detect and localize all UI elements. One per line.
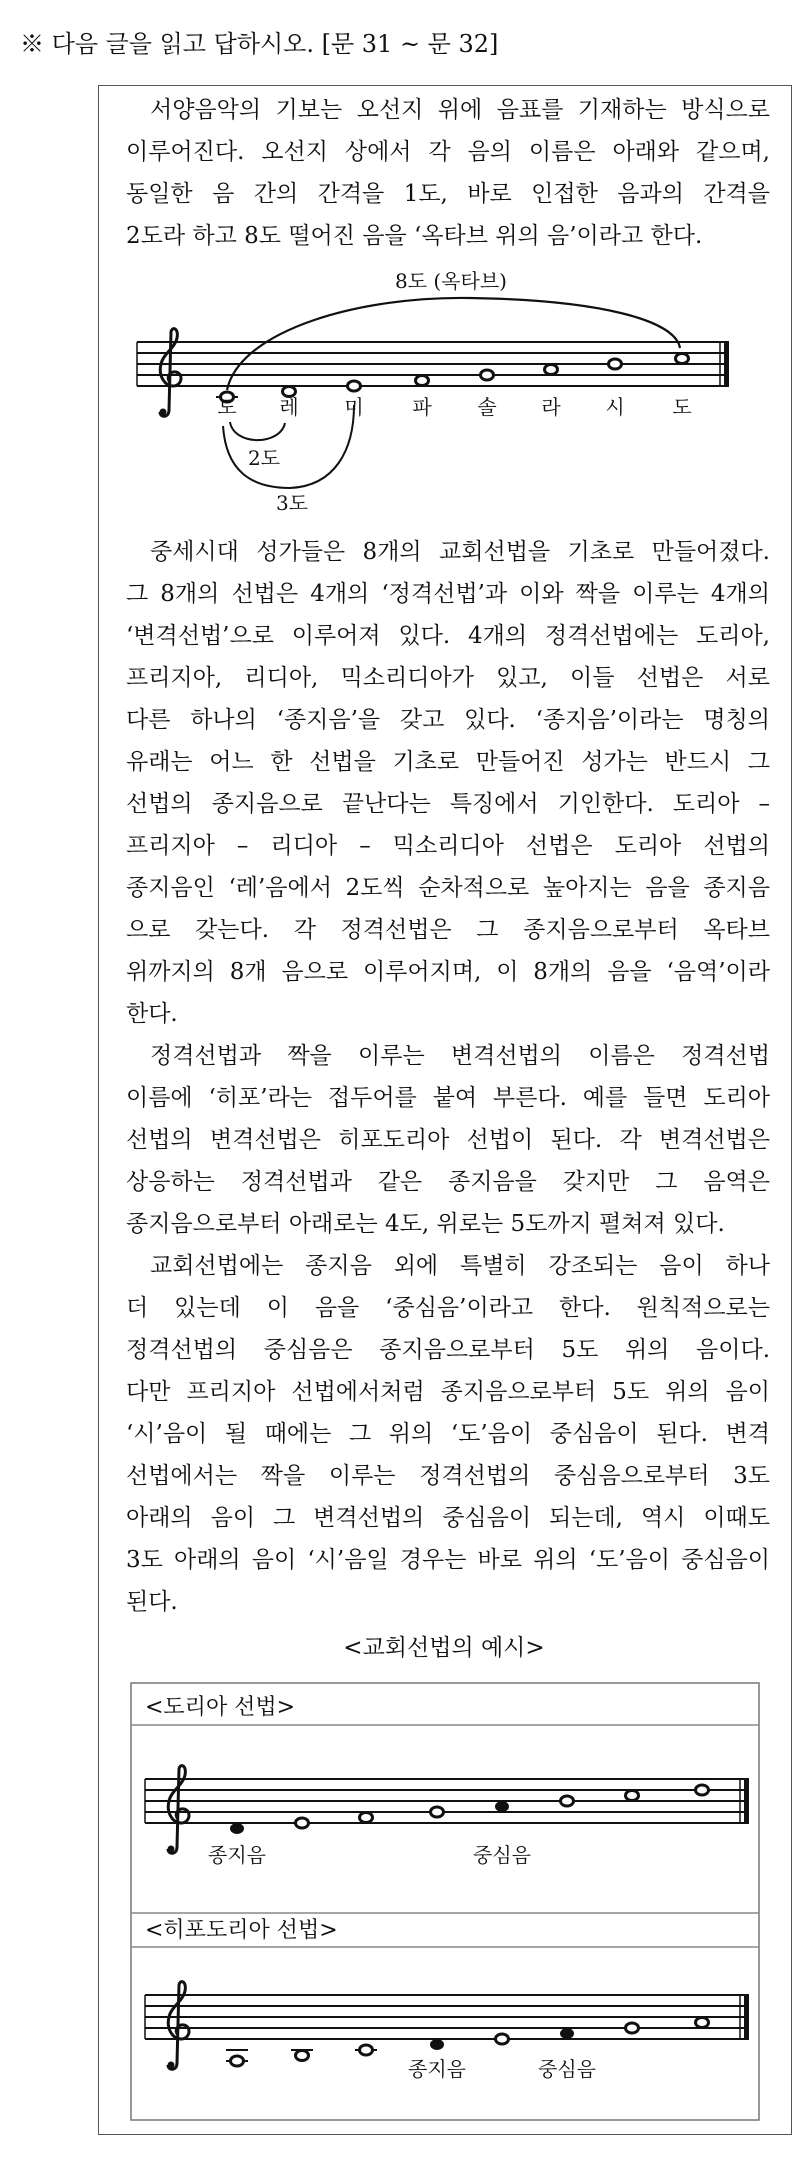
passage-line: 된다. <box>126 1589 178 1615</box>
passage-line: 종지음으로부터 아래로는 4도, 위로는 5도까지 펼쳐져 있다. <box>126 1211 725 1237</box>
passage-line: 선법의 변격선법은 히포도리아 선법이 된다. 각 변격선법은 <box>126 1127 770 1153</box>
passage-line: 위까지의 8개 음으로 이루어지며, 이 8개의 음을 ‘음역’이라 <box>126 959 770 985</box>
final-barline <box>724 342 729 386</box>
passage-line: 다른 하나의 ‘종지음’을 갖고 있다. ‘종지음’이라는 명칭의 <box>126 707 770 733</box>
note-name-label: 도 <box>217 395 237 419</box>
examples-box <box>131 1683 759 2120</box>
passage-line: 프리지아 – 리디아 – 믹소리디아 선법은 도리아 선법의 <box>126 833 770 859</box>
whole-note <box>609 359 622 369</box>
passage-line: 선법의 종지음으로 끝난다는 특징에서 기인한다. 도리아 – <box>126 791 770 817</box>
passage-line: 중세시대 성가들은 8개의 교회선법을 기초로 만들어졌다. <box>150 539 770 565</box>
passage-line: 3도 아래의 음이 ‘시’음일 경우는 바로 위의 ‘도’음이 중심음이 <box>126 1547 770 1573</box>
passage-line: 다만 프리지아 선법에서처럼 종지음으로부터 5도 위의 음이 <box>126 1379 770 1405</box>
dorian-center-label: 중심음 <box>473 1843 531 1867</box>
passage-line: 으로 갖는다. 각 정격선법은 그 종지음으로부터 옥타브 <box>126 917 770 943</box>
hypodorian-final-label: 종지음 <box>408 2057 466 2081</box>
octave-label: 8도 (옥타브) <box>395 269 507 293</box>
hypodorian-center-label: 중심음 <box>538 2057 596 2081</box>
note-name-label: 도 <box>672 395 692 419</box>
passage-line: 한다. <box>126 1001 178 1027</box>
whole-note <box>676 354 689 364</box>
whole-note <box>626 1791 639 1801</box>
note-name-label: 솔 <box>477 395 497 419</box>
dorian-header: <도리아 선법> <box>145 1695 296 1720</box>
passage-line: 그 8개의 선법은 4개의 ‘정격선법’과 이와 짝을 이루는 4개의 <box>126 581 770 607</box>
filled-note <box>561 2029 574 2039</box>
whole-note <box>416 376 429 386</box>
whole-note <box>626 2023 639 2033</box>
whole-note <box>296 2051 309 2061</box>
passage-line: 아래의 음이 그 변격선법의 중심음이 되는데, 역시 이때도 <box>126 1505 770 1531</box>
whole-note <box>696 1785 709 1795</box>
passage-line: 교회선법에는 종지음 외에 특별히 강조되는 음이 하나 <box>150 1253 770 1279</box>
whole-note <box>561 1796 574 1806</box>
examples-title: <교회선법의 예시> <box>343 1635 545 1661</box>
passage-line: 정격선법과 짝을 이루는 변격선법의 이름은 정격선법 <box>150 1043 770 1069</box>
passage-line: ‘시’음이 될 때에는 그 위의 ‘도’음이 중심음이 된다. 변격 <box>126 1421 770 1447</box>
dorian-staff <box>145 1766 749 1854</box>
passage-line: 프리지아, 리디아, 믹소리디아가 있고, 이들 선법은 서로 <box>126 665 770 691</box>
filled-note <box>231 1824 244 1834</box>
dorian-final-label: 종지음 <box>208 1843 266 1867</box>
second-interval-label: 2도 <box>247 446 281 470</box>
passage-line: 서양음악의 기보는 오선지 위에 음표를 기재하는 방식으로 <box>150 97 770 123</box>
passage-line: 유래는 어느 한 선법을 기초로 만들어진 성가는 반드시 그 <box>126 749 770 775</box>
octave-arc <box>227 298 680 390</box>
passage-line: 이름에 ‘히포’라는 접두어를 붙여 부른다. 예를 들면 도리아 <box>126 1085 770 1111</box>
third-interval-label: 3도 <box>275 491 309 515</box>
passage-line: 더 있는데 이 음을 ‘중심음’이라고 한다. 원칙적으로는 <box>126 1295 770 1321</box>
passage-line: 상응하는 정격선법과 같은 종지음을 갖지만 그 음역은 <box>126 1169 770 1195</box>
passage-line: 종지음인 ‘레’음에서 2도씩 순차적으로 높아지는 음을 종지음 <box>126 875 770 901</box>
note-name-label: 시 <box>605 395 625 419</box>
passage-line: 이루어진다. 오선지 상에서 각 음의 이름은 아래와 같으며, <box>126 139 770 165</box>
whole-note <box>360 1813 373 1823</box>
passage-line: ‘변격선법’으로 이루어져 있다. 4개의 정격선법에는 도리아, <box>126 623 770 649</box>
whole-note <box>431 1807 444 1817</box>
passage-line: 2도라 하고 8도 떨어진 음을 ‘옥타브 위의 음’이라고 한다. <box>126 223 703 249</box>
passage-line: 동일한 음 간의 간격을 1도, 바로 인접한 음과의 간격을 <box>126 181 770 207</box>
question-instruction: ※ 다음 글을 읽고 답하시오. [문 31 ~ 문 32] <box>20 30 499 58</box>
whole-note <box>696 2018 709 2028</box>
whole-note <box>496 2034 509 2044</box>
hypodorian-header: <히포도리아 선법> <box>145 1918 338 1943</box>
whole-note <box>296 1818 309 1828</box>
whole-note <box>348 381 361 391</box>
note-names <box>217 395 691 419</box>
filled-note <box>496 1802 509 1812</box>
whole-note <box>360 2045 373 2055</box>
passage-line: 정격선법의 중심음은 종지음으로부터 5도 위의 음이다. <box>126 1337 770 1363</box>
note-name-label: 라 <box>541 395 561 419</box>
note-name-label: 파 <box>412 395 432 419</box>
note-name-label: 레 <box>279 395 299 419</box>
whole-note <box>545 365 558 375</box>
whole-note <box>481 370 494 380</box>
final-barline <box>744 1995 749 2039</box>
second-interval-arc <box>230 422 285 440</box>
passage-line: 선법에서는 짝을 이루는 정격선법의 중심음으로부터 3도 <box>126 1463 770 1489</box>
final-barline <box>744 1779 749 1823</box>
filled-note <box>431 2040 444 2050</box>
note-name-label: 미 <box>344 395 364 419</box>
whole-note <box>231 2056 244 2066</box>
